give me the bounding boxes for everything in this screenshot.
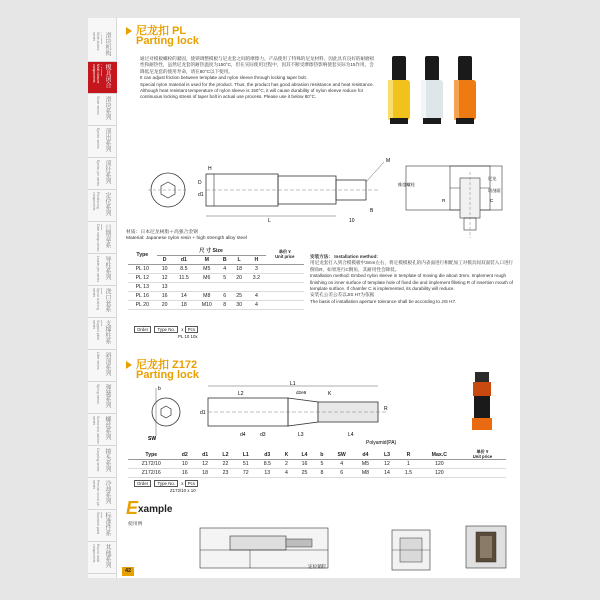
table-cell: 16 [157,291,173,300]
sidebar-tab[interactable] [88,414,117,446]
nylon-label: 尼龙 [488,176,497,181]
dim-d-label: D [198,180,202,186]
table-cell: Z172/16 [128,469,175,478]
sidebar-tab[interactable] [88,286,117,318]
table-cell: 12 [377,460,397,469]
z172-col-header: L1 [236,450,256,460]
z172-order-example: Z172/10 x 10 [170,488,196,493]
table-cell: 4 [279,469,295,478]
table-cell: 10 [175,460,195,469]
z172-col-header: K [279,450,295,460]
z172-col-header: Type [128,450,175,460]
sidebar-tab[interactable] [88,94,117,126]
sidebar-tab[interactable] [88,446,117,478]
sidebar-tab-en: Screw and washer series [92,416,100,444]
sidebar-tab[interactable] [88,30,117,62]
table-cell: M8 [195,291,218,300]
z-dim-d1: d1 [200,410,206,416]
pl-desc-zh: 通过对模板螺栓的紧固，使锁调整模板与尼龙套之间的摩擦力。产品使用了特殊的尼龙材料，因此具有良好的耐磨损性和耐热性，虽然尼龙套的耐热温度为150°C，但在实际使用过程中，因其不断受摩擦热影响使套实际为15作用，会降低尼龙套的使用寿命，请在80°C以下使用。 [140,56,375,74]
sidebar-tab-zh: 顶针系列 [104,160,110,184]
z172-title-en: Parting lock [136,369,199,381]
table-cell: 51 [236,460,256,469]
table-cell: M6 [195,273,218,282]
sidebar-tab-zh: 其他系列 [104,544,110,568]
z-dim-r: R [384,406,388,412]
sidebar-tab-zh: 日期章系 [104,224,110,248]
sidebar-tab-en: Ejector pin series [96,160,100,187]
pl-col-type: Type [128,246,157,264]
example-drawing-left [190,522,340,574]
sidebar-tab-en: Leader pin series [96,256,100,283]
table-cell [266,291,304,300]
sidebar-tab[interactable] [88,222,117,254]
pl-size-label: 尺 寸 Size [157,246,266,255]
sidebar-tab-en: Standard parts [96,512,100,535]
sidebar-tab-en: Support pillar series [92,320,100,340]
sidebar-tab[interactable] [88,190,117,222]
z172-col-header: d1 [195,450,215,460]
sidebar-tab-zh: 螺丝系列 [104,416,110,440]
nylon-lock-white [421,56,443,124]
z172-order-type-box: Type No. [154,480,178,487]
table-row [128,291,304,300]
table-cell: PL 16 [128,291,157,300]
table-cell: M8 [354,469,377,478]
z172-col-header: Max.C [420,450,459,460]
sidebar-tab-zh: 导柱系列 [104,256,110,280]
z-dim-l1: L1 [290,381,296,387]
table-cell: Z172/10 [128,460,175,469]
z-dim-l4: L4 [348,432,354,438]
table-cell: 4 [329,460,354,469]
sidebar-tab-zh: 接头系列 [104,448,110,472]
table-cell [266,300,304,309]
table-cell: 18 [195,469,215,478]
table-cell: 5 [315,460,330,469]
sidebar-tab-en: Mold closure components [92,64,100,84]
sidebar-tab[interactable] [88,318,117,350]
table-row [128,264,304,273]
pl-section-head [126,22,326,50]
table-cell: 8.5 [256,460,279,469]
table-cell: 72 [236,469,256,478]
pl-spec-table [128,246,304,310]
pl-order-label: Order [134,326,151,333]
table-cell: 18 [173,300,196,309]
section-triangle-icon [126,27,132,35]
table-row [128,460,506,469]
table-cell: 6 [329,469,354,478]
sidebar-tab-zh: 滑块机构 [104,32,110,56]
z-dim-l3: L3 [298,432,304,438]
pl-title-en: Parting lock [136,35,199,47]
table-cell [266,273,304,282]
dim-h-label: H [208,166,212,172]
table-cell: 3 [247,264,265,273]
sidebar-tab-en: Slide-sliders series [92,32,100,51]
pl-col-d: D [157,255,173,264]
z172-order-pcs-box: Pcs [185,480,198,487]
table-cell: M10 [195,300,218,309]
table-row [128,469,506,478]
nylon-lock-yellow [388,56,410,124]
table-cell [173,282,196,291]
sidebar-tab-en: Spring series [96,384,100,404]
table-cell: 120 [420,469,459,478]
taper-bolt-label: 锥度螺栓 [398,182,415,187]
table-row [128,273,304,282]
z-dim-b: b [158,386,161,392]
sidebar-tab-en: Lifter series [96,352,100,370]
sidebar-tab-zh: 顶出系列 [104,128,110,152]
table-cell: 18 [231,264,247,273]
sidebar-tab[interactable] [88,126,117,158]
table-cell [218,282,231,291]
sidebar-tab-en: Slider series [96,96,100,115]
table-cell: M5 [354,460,377,469]
sidebar-tab[interactable] [88,254,117,286]
pl-description [140,56,375,101]
table-row [128,300,304,309]
table-cell: 13 [256,469,279,478]
table-cell: 5 [218,273,231,282]
tolerance-zh: 安装孔公差公差以JIS H7为依据 [310,292,375,298]
table-cell: PL 20 [128,300,157,309]
table-cell [247,282,265,291]
table-cell: PL 12 [128,273,157,282]
example-title-zh: 使用例 [128,522,143,527]
sidebar-tab-zh: 模具闭合 [104,64,110,88]
table-cell: 13 [157,282,173,291]
dim-l-label: L [268,218,271,224]
pl-desc-en2: Special nylon material is used for the product. Thus, the product has good abrasion resistance and heat resistance. Although heat resistant temperature of nylon sleeve is 150°C, it will cause durability of nylon sleeve reduce for continuous locking stress of taper bolt in actual use process. Please use it below 80°C. [140,81,374,100]
z-dim-k: K [328,391,332,397]
pl-unit-price-header: 单价 ¥ Unit price [266,246,304,264]
page-number: 42 [122,567,134,576]
sidebar-tab[interactable] [88,510,117,542]
example-label-bolt: 定位销钉 [308,564,327,569]
dim-10-label: 10 [349,218,355,224]
pl-title-zh: 尼龙扣 PL [136,25,187,37]
pl-col-b: B [218,255,231,264]
table-cell [195,282,218,291]
example-big-letter: E [126,498,139,518]
table-cell: 4 [247,291,265,300]
dim-b-label: B [370,208,374,214]
table-cell: 4 [247,300,265,309]
z-dim-l2: L2 [238,391,244,397]
table-cell: 10 [157,264,173,273]
sidebar-tab-en: Positioning components [92,192,100,211]
z172-col-header: R [397,450,420,460]
example-title-rest: xample [138,504,173,515]
pl-install-text: 安装方法： Installation method: 用尼龙套打入到合模模板中3mm左右，将定模模板孔的内表面进行相配加工对模具间双面装入口进行倒角R，如果进行C倒角，其耐用性会降低。 Installation method: Embed nylon sleeve in template of moving die about 3mm. Implement rough finishing on inner surface of template hole of fixed die and implement filleting R of insertion mouth of template surface. If chamfer C is implemented, its durability will reduce. 安装孔公差公差以JIS H7为依据 The basis of installation aperture tolerance shall be according to JIS H7. [310,254,514,304]
z172-technical-drawing [148,380,448,446]
z172-col-header: L4 [294,450,314,460]
table-cell: 12 [195,460,215,469]
z172-col-header: SW [329,450,354,460]
z172-unit-price-header: 单价 ¥ Unit price [459,450,506,460]
pl-order-pcs-box: Pcs [185,326,198,333]
install-en: Installation method: Embed nylon sleeve in template of moving die about 3mm. Implement rough finishing on inner surface of template hole of fixed die and implement filleting R of insertion mouth of template surface. If chamfer C is implemented, its durability will reduce. [310,273,514,292]
sidebar-tab-en: Date stamp series [96,224,100,252]
dim-d1-label: d1 [198,192,204,198]
sidebar-tab-zh: 标准件系 [104,512,110,536]
z172-col-header: d3 [256,450,279,460]
table-cell: 14 [377,469,397,478]
example-drawing-right [464,524,508,570]
table-cell: 16 [294,460,314,469]
table-cell: 1.5 [397,469,420,478]
table-cell [266,264,304,273]
table-cell: 22 [215,460,235,469]
sidebar-tab-zh: 斜顶系列 [104,352,110,376]
r-label: R [442,198,446,203]
table-cell: 8.5 [173,264,196,273]
table-cell: 30 [231,300,247,309]
table-cell: 1 [397,460,420,469]
pl-col-h: H [247,255,265,264]
sidebar-tab-zh: 支撑柱系 [104,320,110,344]
table-cell: 2 [279,460,295,469]
sidebar-tab-en: Round mold components [92,544,100,563]
section-triangle-icon [126,361,132,369]
pl-col-l: L [231,255,247,264]
dim-m-label: M [386,158,391,164]
z-dim-d3: d3 [260,432,266,438]
c-label: C [490,198,494,203]
z172-col-header: L2 [215,450,235,460]
pl-material-en: Material: Japanese nylon resin + high strength alloy steel [126,236,247,241]
table-cell: 14 [173,291,196,300]
table-cell: 3.2 [247,273,265,282]
sidebar-tab[interactable] [88,350,117,382]
sidebar-tab-en: Sprue bushing series [92,288,100,310]
pl-order-type-box: Type No. [154,326,178,333]
table-cell: 6 [218,291,231,300]
table-row [128,282,304,291]
table-cell: 8 [218,300,231,309]
table-cell: PL 10 [128,264,157,273]
pl-material-zh: 材质：日本尼龙树脂＋高强合金钢 [126,230,198,235]
table-cell [231,282,247,291]
example-drawing-middle [390,528,432,572]
pl-col-m: M [195,255,218,264]
sidebar-tab-zh: 冷却系列 [104,480,110,504]
pl-desc-en1: It can adjust friction between template and nylon sleeve through locking taper bolt. [140,75,308,81]
z-polyamid-label: Polyamid(PA) [366,440,397,446]
table-cell: 25 [231,291,247,300]
z172-order-label: Order [134,480,151,487]
sidebar-tab[interactable] [88,542,117,574]
sidebar-tab[interactable] [88,478,117,510]
sidebar-tab-en: Ejector series [96,128,100,149]
table-cell [459,460,506,469]
pl-install-diagram [398,158,508,248]
z172-col-header: L3 [377,450,397,460]
table-cell [459,469,506,478]
z172-col-header: b [315,450,330,460]
table-cell: 11.5 [173,273,196,282]
z172-spec-table [128,450,506,478]
table-cell: 20 [231,273,247,282]
table-cell: 25 [294,469,314,478]
table-cell: 12 [157,273,173,282]
table-cell: 16 [175,469,195,478]
z172-order-line: Order Type No. x Pcs [134,480,200,487]
z-dim-sw: SW [148,436,157,442]
cut-label: 切剖面 [488,188,501,193]
nylon-lock-orange [454,56,476,124]
table-cell: 120 [420,460,459,469]
sidebar-tab-zh: 浇口套系 [104,288,110,312]
pl-order-example: PL 10 10x [178,334,198,339]
z172-product-photo [462,370,502,434]
category-sidebar [88,18,117,578]
sidebar-tab-en: Coupling series [96,448,100,472]
z172-col-header: d2 [175,450,195,460]
table-cell: 8 [315,469,330,478]
install-zh: 用尼龙套打入到合模模板中3mm左右，将定模模板孔的内表面进行相配加工对模具间双面装入口进行倒角R，如果进行C倒角，其耐用性会降低。 [310,260,514,272]
table-cell: M5 [195,264,218,273]
catalog-page [88,18,520,578]
sidebar-tab-zh: 滑块系列 [104,96,110,120]
sidebar-tab-en: Precise round pin series [92,480,100,507]
table-cell [266,282,304,291]
z172-col-header: d4 [354,450,377,460]
pl-product-photo [378,52,488,136]
table-cell: 4 [218,264,231,273]
tolerance-en: The basis of installation aperture tolerance shall be according to JIS H7. [310,298,457,304]
pl-order-line: Order Type No. x Pcs [134,326,200,333]
table-cell: PL 13 [128,282,157,291]
table-cell: 20 [157,300,173,309]
sidebar-tab-zh: 定位系列 [104,192,110,216]
sidebar-tab[interactable] [88,62,117,94]
z-dim-d4: d4 [240,432,246,438]
z-dim-d2e9: d2e9 [296,390,307,395]
pl-col-d1: d1 [173,255,196,264]
pl-technical-drawing [144,152,414,224]
sidebar-tab[interactable] [88,158,117,190]
sidebar-tab[interactable] [88,382,117,414]
sidebar-tab-zh: 弹簧系列 [104,384,110,408]
table-cell: 23 [215,469,235,478]
z172-title-zh: 尼龙扣 Z172 [136,359,198,371]
